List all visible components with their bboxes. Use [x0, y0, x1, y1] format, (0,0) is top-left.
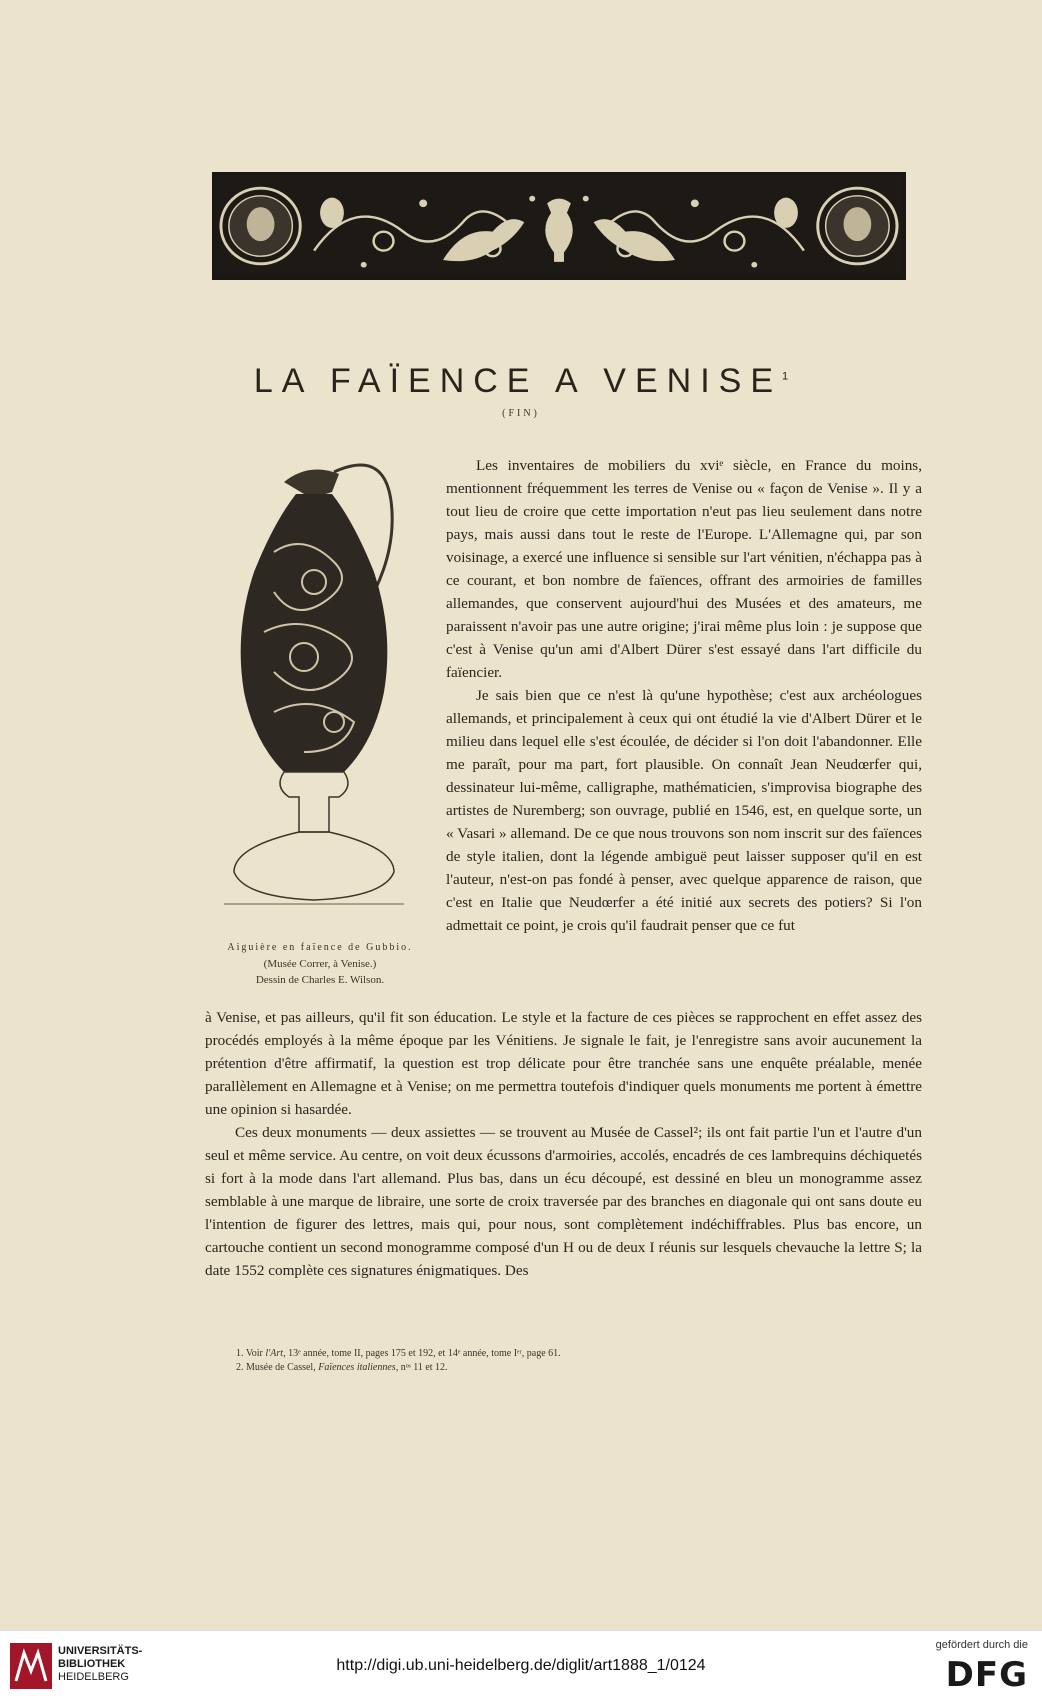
paragraph-3: Ces deux monuments — deux assiettes — se trouvent au Musée de Cassel²; ils ont fait partie l'un et l'autre d'un seul et même service. Au centre, on voit deux écussons d'armoiries, accolés, encadrés de ces lambrequins déchiquetés si fort à la mode dans l'art allemand. Plus bas, dans un écu découpé, est dessiné en bleu un monogramme assez semblable à une marque de libraire, une sorte de croix traversée par des branches en diagonale qui ont sans doute eu l'intention de figurer des lettres, mais qui, pour nous, sont complètement indéchiffrables. Plus bas encore, un cartouche contient un second monogramme composé d'un H ou de deux I réunis sur lesquels chevauche la lettre S; la date 1552 complète ces signatures énigmatiques. Des	[205, 1124, 922, 1279]
ornamental-banner-icon	[212, 172, 906, 280]
caption-location: (Musée Correr, à Venise.)	[263, 958, 377, 970]
figure-caption	[205, 940, 435, 988]
paragraph-1: Les inventaires de mobiliers du xviᵉ siècle, en France du moins, mentionnent fréquemment les terres de Venise ou « façon de Venise ». Il y a tout lieu de croire que cette importation n'eut pas lieu seulement dans notre pays, mais aussi dans tout le reste de l'Europe. L'Allemagne qui, par son voisinage, a exercé une influence si sensible sur l'art vénitien, n'échappa pas à ce courant, et bon nombre de faïences, offrant des armoiries de familles allemandes, que conservent aujourd'hui des Musées et des amateurs, me paraissent n'avoir pas une autre origine; j'irai même plus loin : je suppose que c'est à Venise qu'un ami d'Albert Dürer s'est essayé dans l'art difficile du faïencier.	[446, 457, 922, 681]
footnotes	[236, 1347, 836, 1375]
paragraph-2-end: à Venise, et pas ailleurs, qu'il fit son éducation. Le style et la facture de ces pièces se rapprochent en effet assez des procédés employés à la même époque par les Vénitiens. Je signale le fait, je l'enregistre sans avoir aucunement la prétention d'être affirmatif, la question est trop délicate pour être tranchée sans une enquête préalable, menée parallèlement en Allemagne et à Venise; on me permettra toutefois d'indiquer quels monuments me portent à émettre une opinion si hasardée.	[205, 1009, 922, 1118]
caption-title: Aiguière en faïence de Gubbio.	[227, 942, 413, 953]
body-text-full-width	[205, 1006, 922, 1282]
permalink-url[interactable]: http://digi.ub.uni-heidelberg.de/diglit/art1888_1/0124	[336, 1657, 706, 1674]
footnote-2: 2. Musée de Cassel, Faïences italiennes, nᵒˢ 11 et 12.	[236, 1362, 448, 1373]
funded-by-label: gefördert durch die	[935, 1639, 1028, 1651]
article-subtitle: (FIN)	[502, 408, 540, 419]
library-name: UNIVERSITÄTS- BIBLIOTHEK HEIDELBERG	[58, 1645, 143, 1683]
article-title: LA FAÏENCE A VENISE$^1$	[253, 362, 789, 400]
ewer-illustration-icon	[214, 452, 414, 922]
paragraph-2-start: Je sais bien que ce n'est là qu'une hypothèse; c'est aux archéologues allemands, et principalement à ceux qui ont étudié la vie d'Albert Dürer et le milieu dans lequel elle s'est écoulée, de décider si l'on doit l'abandonner. Elle me paraît, pour ma part, fort plausible. On connaît Jean Neudœrfer qui, dessinateur lui-même, calligraphe, mathématicien, s'improvisa biographe des artistes de Nuremberg; son ouvrage, publié en 1546, est, en quelque sorte, un « Vasari » allemand. De ce que nous trouvons son nom inscrit sur des faïences de style italien, dont la légende ambiguë peut laisser supposer qu'il en est l'auteur, n'est-on pas fondé à penser, avec quelque apparence de raison, que c'est en Italie que Neudœrfer a été initié aux secrets des potiers? Si l'on admettait ce point, je crois qu'il faudrait penser que ce fut	[446, 687, 922, 934]
dfg-logo-icon[interactable]: DFG	[945, 1655, 1028, 1695]
viewer-footer	[0, 1630, 1042, 1701]
footnote-1: 1. Voir l'Art, 13ᵉ année, tome II, pages 175 et 192, et 14ᵉ année, tome Iᵉʳ, page 61.	[236, 1348, 561, 1359]
caption-credit: Dessin de Charles E. Wilson.	[255, 974, 385, 986]
body-text-column	[446, 454, 922, 937]
